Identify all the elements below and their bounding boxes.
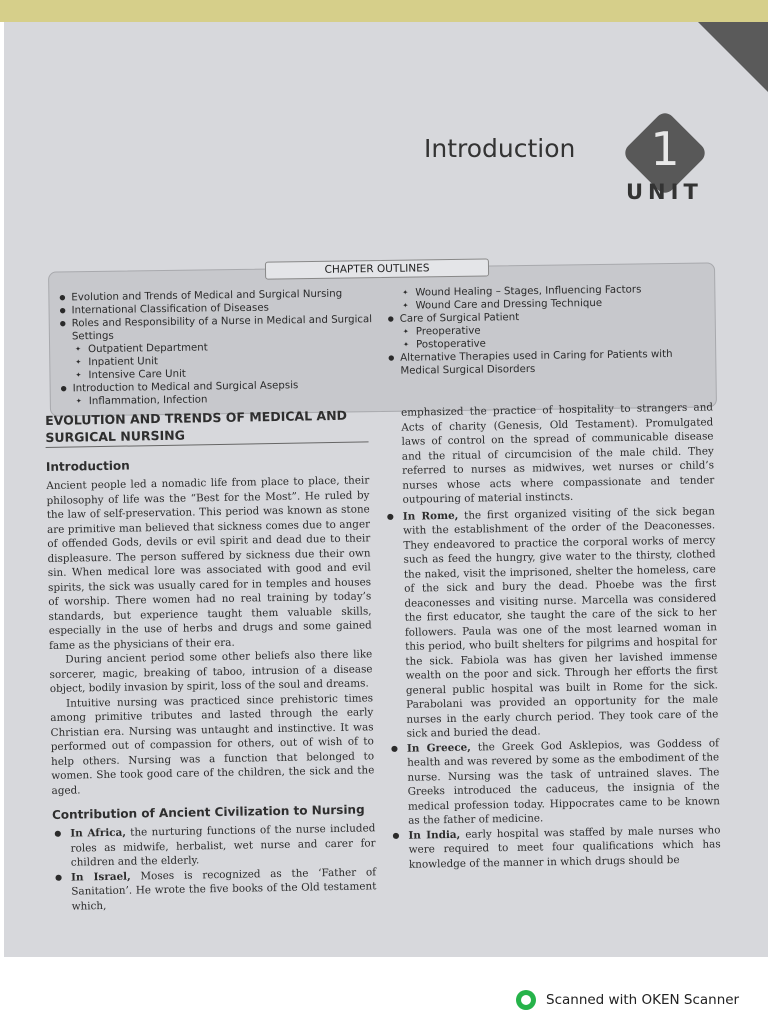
outline-item: ● Roles and Responsibility of a Nurse in Medical and Surgical Settings bbox=[58, 313, 378, 343]
introduction-heading: Introduction bbox=[45, 458, 130, 474]
outline-subitem: ✦ Inpatient Unit bbox=[58, 352, 378, 369]
unit-number: 1 bbox=[650, 122, 680, 176]
bullet-lead: In Rome, bbox=[402, 509, 459, 523]
list-item bbox=[390, 823, 721, 872]
list-item bbox=[52, 821, 376, 870]
bullet-text: the nurturing functions of the nurse included roles as midwife, herbalist, wet nurse and carer for children and the elderly. bbox=[70, 822, 376, 869]
outline-subitem: ✦ Preoperative bbox=[386, 321, 708, 338]
outline-subitem: ✦ Intensive Care Unit bbox=[58, 365, 378, 382]
outline-subitem: ✦ Wound Healing – Stages, Influencing Factors bbox=[385, 282, 707, 299]
bullet-lead: In Israel, bbox=[71, 870, 131, 884]
contribution-heading: Contribution of Ancient Civilization to Nursing bbox=[51, 802, 365, 822]
outline-subitem: ✦ Postoperative bbox=[386, 334, 708, 351]
unit-label: UNIT bbox=[626, 180, 703, 204]
bullet-text: early hospital was staffed by male nurses who were required to meet four qualifications which has knowledge of the manner in which drugs should be bbox=[408, 823, 721, 871]
outline-subitem: ✦ Inflammation, Infection bbox=[59, 391, 379, 408]
bullet-lead: In Greece, bbox=[406, 741, 471, 755]
outline-item: ● International Classification of Diseases bbox=[57, 300, 377, 317]
outline-subitem: ✦ Wound Care and Dressing Technique bbox=[385, 295, 707, 312]
intro-paragraph-1: Ancient people led a nomadic life from place to place, their philosophy of life was the “Best for the Most”. He ruled by the law of self-preservation. This period was known as stone are primitive man believed that sickness comes due to anger of offended Gods, devils or evil spirit and dead due to their displeasure. The person suffered by sickness due their own sin. When medical lore was associated with good and evil spirits, the sick was usually cared for in temples and houses of worship. There women had no real training by today’s standards, but experience taught them valuable skills, especially in the use of herbs and drugs and some gained fame as the physicians of their era. bbox=[46, 474, 372, 652]
oken-logo-icon bbox=[516, 990, 536, 1010]
outline-item: ● Introduction to Medical and Surgical Asepsis bbox=[59, 378, 379, 395]
article-body bbox=[45, 400, 724, 912]
bullet-lead: In Africa, bbox=[70, 826, 127, 840]
list-item bbox=[389, 736, 720, 829]
intro-paragraph-2: During ancient period some other beliefs also there like sorcerer, magic, breaking of taboo, intrusion of a disease object, bodily invasion by spirit, loss of the soul and dreams. bbox=[49, 648, 373, 695]
bullet-text: the Greek God Asklepios, was Goddess of health and was revered by some as the embodiment of the nurse. Nursing was the task of untrained slaves. The Greeks introduced the caduceus, the insignia of the medical profession today. Hippocrates came to be known as the father of medicine. bbox=[407, 736, 720, 827]
scan-background-strip bbox=[0, 0, 768, 22]
outline-right-column bbox=[385, 282, 708, 377]
scanner-watermark-text: Scanned with OKEN Scanner bbox=[546, 992, 740, 1008]
outline-subitem: ✦ Outpatient Department bbox=[58, 339, 378, 356]
left-column bbox=[45, 406, 377, 914]
outline-left-column bbox=[57, 287, 379, 408]
section-heading: EVOLUTION AND TRENDS OF MEDICAL AND SURGICAL NURSING bbox=[45, 406, 369, 448]
outline-item: ● Evolution and Trends of Medical and Surgical Nursing bbox=[57, 287, 377, 304]
scanner-watermark bbox=[516, 990, 739, 1010]
outline-item: ● Care of Surgical Patient bbox=[386, 308, 708, 325]
bullet-text: the first organized visiting of the sick began with the establishment of the order of the Deaconesses. They endeavored to practice the corporal works of mercy such as feed the hungry, give water to the thirsty, clothed the naked, visit the imprisoned, shelter the homeless, care of the sick and bury the dead. Phoebe was the first deaconesses and visiting nurse. Marcella was considered the first educator, she taught the care of the sick to her followers. Paula was one of the most learned woman in this period, who built shelters for pilgrims and hospital for the sick. Fabiola was has given her lavished immense wealth on the poor and sick. Through her efforts the first general public hospital was built in Rome for the sick. Parabolani was provided an opportunity for the male nurses in the early church period. They took care of the sick and buried the dead. bbox=[403, 504, 719, 740]
bullet-text: Moses is recognized as the ‘Father of Sanitation’. He wrote the five books of the Old testament which, bbox=[71, 865, 377, 913]
chapter-outlines-heading: CHAPTER OUTLINES bbox=[265, 259, 489, 280]
bullet-lead: In India, bbox=[408, 828, 461, 842]
intro-paragraph-3: Intuitive nursing was practiced since prehistoric times among primitive tributes and lasted through the early Christian era. Nursing was untaught and instinctive. It was performed out of compassion for others, out of wish of to help others. Nursing was a function that belonged to women. She took good care of the children, the sick and the aged. bbox=[50, 691, 375, 797]
chapter-outlines-box bbox=[48, 262, 717, 416]
israel-continued-paragraph: emphasized the practice of hospitality to strangers and Acts of charity (Genesis, Old Testament). Promulgated laws of control on the spread of communicable disease and the ritual of circumcision of the male child. They referred to nurses as midwives, wet nurses or child’s nurses whose acts where compassionate and tender outpouring of material instincts. bbox=[400, 401, 715, 506]
unit-title: Introduction bbox=[424, 134, 576, 163]
list-item bbox=[53, 865, 377, 914]
page-corner-shadow bbox=[698, 22, 768, 92]
list-item bbox=[385, 504, 719, 742]
right-column bbox=[383, 400, 721, 872]
outline-item: ● Alternative Therapies used in Caring for Patients with Medical Surgical Disorders bbox=[386, 347, 708, 377]
